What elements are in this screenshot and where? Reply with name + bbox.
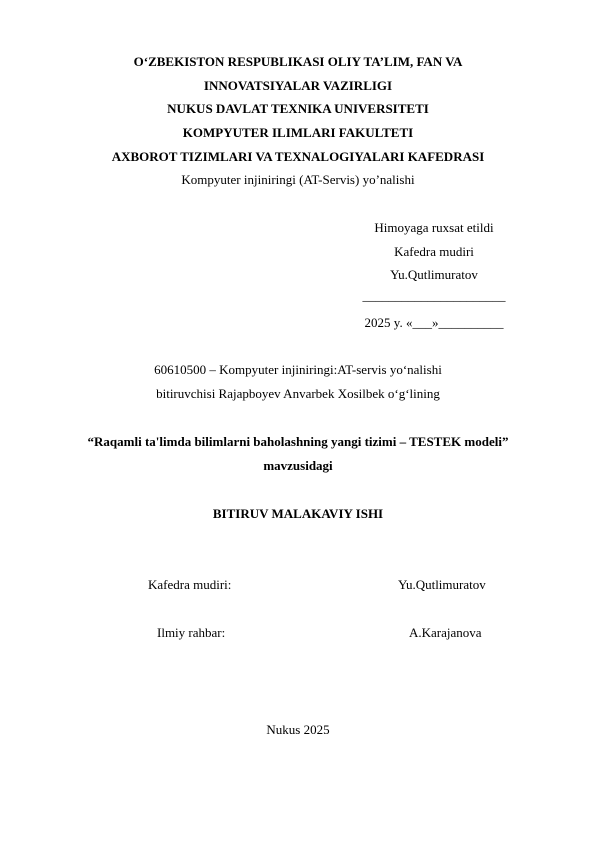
faculty-name: KOMPYUTER ILIMLARI FAKULTETI (182, 125, 414, 140)
approval-name: Yu.Qutlimuratov (390, 267, 478, 282)
approval-role: Kafedra mudiri (394, 244, 474, 259)
approval-signature-line: ______________________ (362, 288, 506, 303)
work-type: BITIRUV MALAKAVIY ISHI (212, 506, 384, 521)
signature-role-head: Kafedra mudiri: (148, 577, 232, 592)
signature-name-head: Yu.Qutlimuratov (398, 577, 486, 592)
place-year: Nukus 2025 (266, 722, 330, 737)
approval-date: 2025 y. «___»__________ (364, 315, 504, 330)
ministry-line-1: O‘ZBEKISTON RESPUBLIKASI OLIY TA’LIM, FAN VA (133, 54, 463, 69)
thesis-topic-suffix: mavzusidagi (263, 458, 333, 473)
thesis-topic: “Raqamli ta'limda bilimlarni baholashning yangi tizimi – TESTEK modeli” (87, 434, 509, 449)
department-name: AXBOROT TIZIMLARI VA TEXNALOGIYALARI KAFEDRASI (111, 149, 485, 164)
specialty-name: Kompyuter injiniringi (AT-Servis) yo’nalishi (181, 172, 415, 187)
student-line-2: bitiruvchisi Rajapboyev Anvarbek Xosilbek o‘g‘lining (156, 386, 440, 401)
ministry-line-2: INNOVATSIYALAR VAZIRLIGI (203, 78, 393, 93)
signature-name-supervisor: A.Karajanova (409, 625, 482, 640)
signature-role-supervisor: Ilmiy rahbar: (157, 625, 226, 640)
approval-text: Himoyaga ruxsat etildi (374, 220, 494, 235)
university-name: NUKUS DAVLAT TEXNIKA UNIVERSITETI (167, 101, 429, 116)
student-line-1: 60610500 – Kompyuter injiniringi:AT-servis yo‘nalishi (154, 362, 442, 377)
